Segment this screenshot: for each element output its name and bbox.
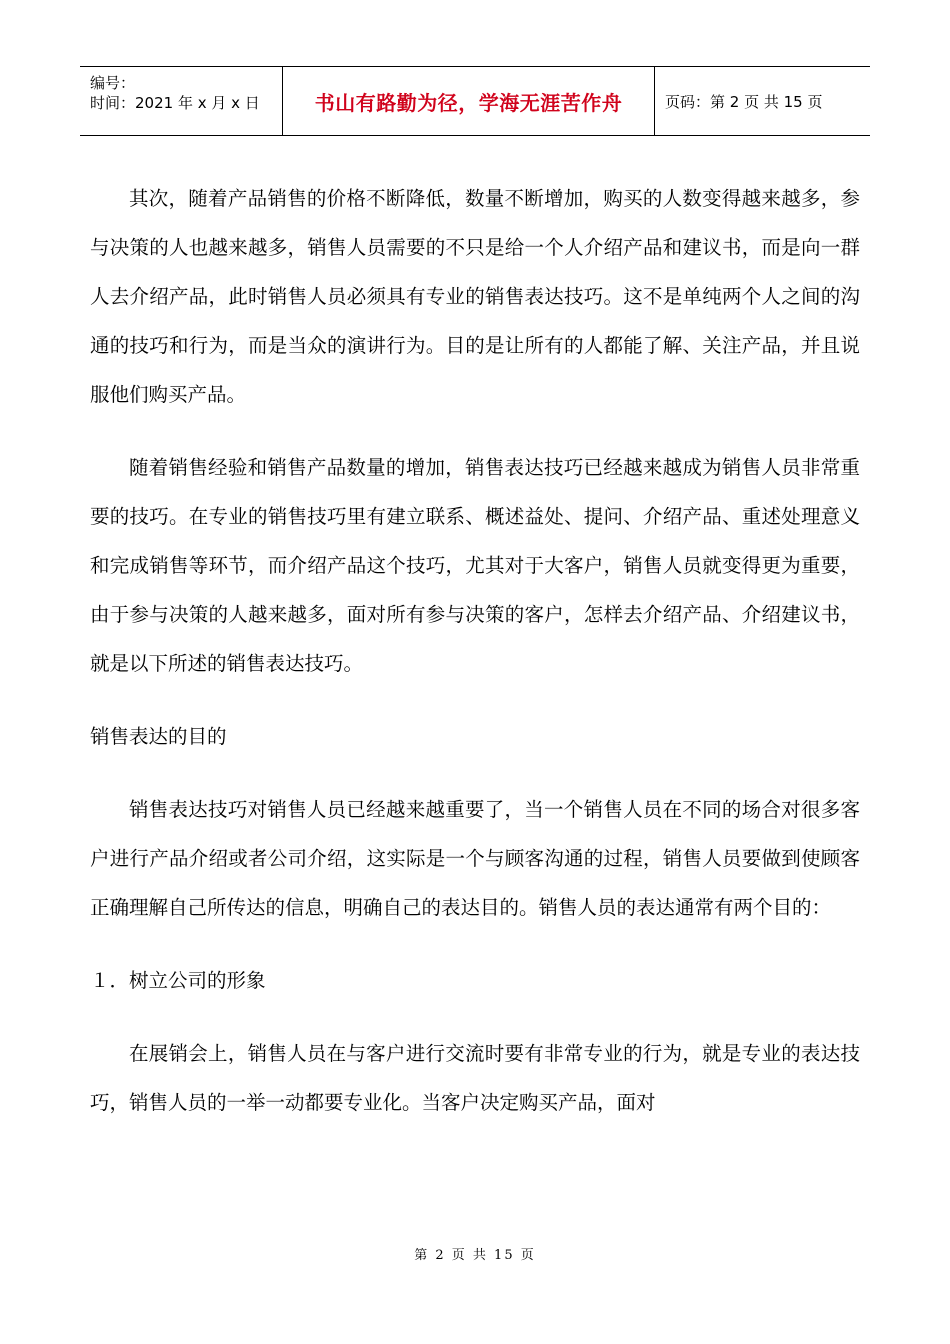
section-heading-purpose: 销售表达的目的 <box>90 725 227 748</box>
section-heading-company-image: １．树立公司的形象 <box>90 969 266 992</box>
header-motto: 书山有路勤为径，学海无涯苦作舟 <box>283 67 655 135</box>
paragraph-3: 销售表达技巧对销售人员已经越来越重要了，当一个销售人员在不同的场合对很多客户进行产品介绍或者公司介绍，这实际是一个与顾客沟通的过程，销售人员要做到使顾客正确理解自己所传达的信息，明确自己的表达目的。销售人员的表达通常有两个目的： <box>90 798 860 919</box>
paragraph-2: 随着销售经验和销售产品数量的增加，销售表达技巧已经越来越成为销售人员非常重要的技巧。在专业的销售技巧里有建立联系、概述益处、提问、介绍产品、重述处理意义和完成销售等环节，而介绍产品这个技巧，尤其对于大客户，销售人员就变得更为重要，由于参与决策的人越来越多，面对所有参与决策的客户，怎样去介绍产品、介绍建议书，就是以下所述的销售表达技巧。 <box>90 456 860 675</box>
header-time-label: 时间：2021 年 x 月 x 日 <box>90 94 260 112</box>
paragraph-4: 在展销会上，销售人员在与客户进行交流时要有非常专业的行为，就是专业的表达技巧，销售人员的一举一动都要专业化。当客户决定购买产品，面对 <box>90 1042 860 1114</box>
document-body <box>90 174 860 1127</box>
document-header <box>80 66 870 136</box>
header-meta-cell <box>80 67 283 135</box>
header-page-code: 页码：第 2 页 共 15 页 <box>665 92 823 111</box>
page-footer: 第 2 页 共 15 页 <box>414 1248 536 1263</box>
paragraph-1: 其次，随着产品销售的价格不断降低，数量不断增加，购买的人数变得越来越多，参与决策的人也越来越多，销售人员需要的不只是给一个人介绍产品和建议书，而是向一群人去介绍产品，此时销售人员必须具有专业的销售表达技巧。这不是单纯两个人之间的沟通的技巧和行为，而是当众的演讲行为。目的是让所有的人都能了解、关注产品，并且说服他们购买产品。 <box>90 187 860 406</box>
header-number-label: 编号： <box>90 74 136 92</box>
